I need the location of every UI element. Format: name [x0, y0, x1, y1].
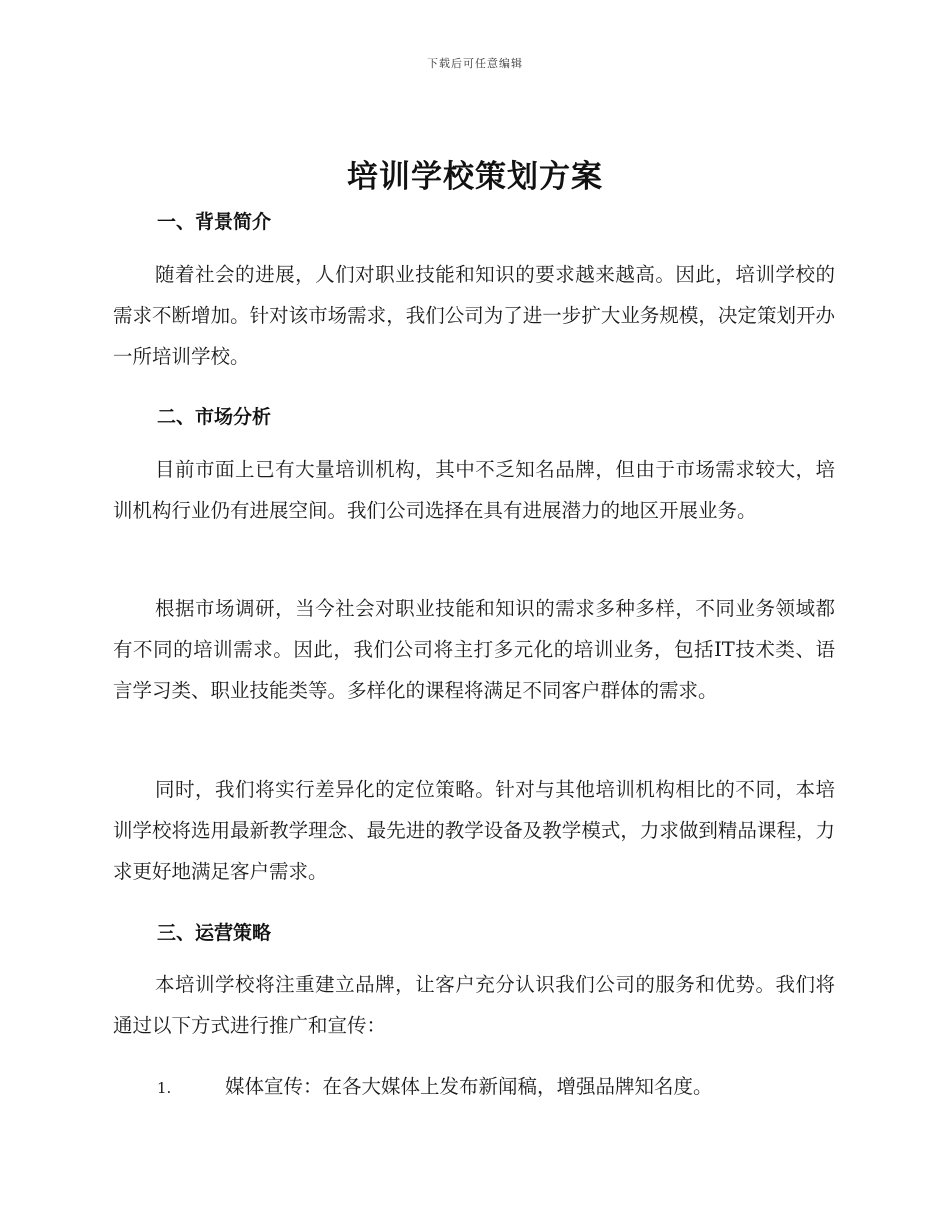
list-item — [157, 1066, 713, 1109]
list-item-number: 1. — [157, 1079, 172, 1097]
section-heading-background: 一、背景简介 — [157, 211, 272, 233]
paragraph: 随着社会的进展，人们对职业技能和知识的要求越来越高。因此，培训学校的需求不断增加。针对该市场需求，我们公司为了进一步扩大业务规模，决定策划开办一所培训学校。 — [113, 263, 835, 368]
page-header: 下载后可任意编辑 — [427, 57, 523, 70]
list-item-text: 媒体宣传：在各大媒体上发布新闻稿，增强品牌知名度。 — [225, 1075, 713, 1098]
section-heading-market: 二、市场分析 — [157, 406, 272, 428]
paragraph: 本培训学校将注重建立品牌，让客户充分认识我们公司的服务和优势。我们将通过以下方式进行推广和宣传： — [113, 973, 835, 1037]
section-heading-operations: 三、运营策略 — [157, 922, 272, 944]
paragraph: 同时，我们将实行差异化的定位策略。针对与其他培训机构相比的不同，本培训学校将选用最新教学理念、最先进的教学设备及教学模式，力求做到精品课程，力求更好地满足客户需求。 — [113, 778, 835, 883]
document-title: 培训学校策划方案 — [347, 159, 603, 195]
paragraph: 根据市场调研，当今社会对职业技能和知识的需求多种多样，不同业务领域都有不同的培训需求。因此，我们公司将主打多元化的培训业务，包括IT技术类、语言学习类、职业技能类等。多样化的课程将满足不同客户群体的需求。 — [113, 597, 835, 702]
paragraph: 目前市面上已有大量培训机构，其中不乏知名品牌，但由于市场需求较大，培训机构行业仍有进展空间。我们公司选择在具有进展潜力的地区开展业务。 — [113, 458, 835, 522]
